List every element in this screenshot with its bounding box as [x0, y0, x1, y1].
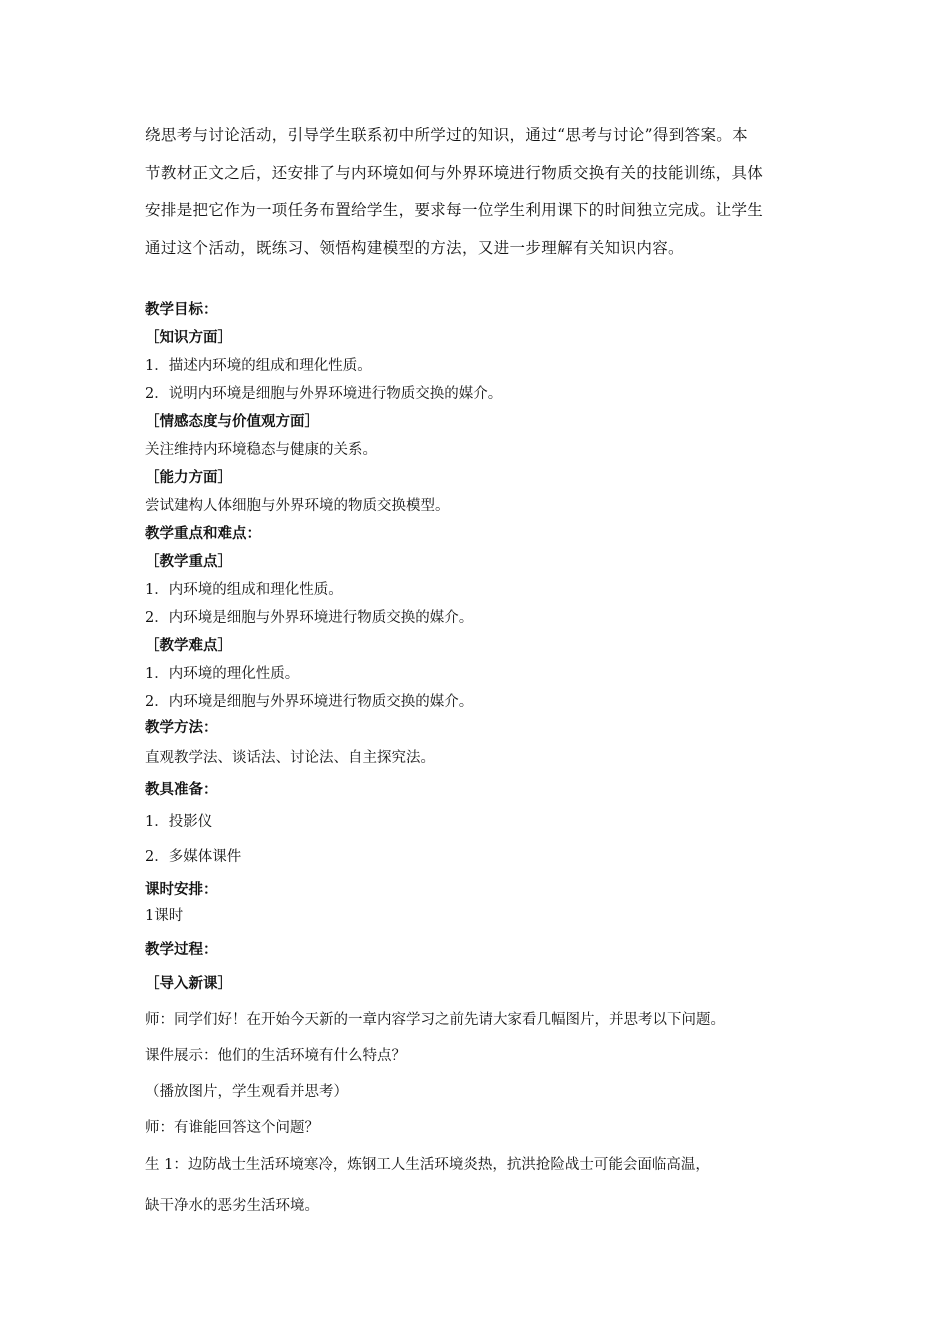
intro-line: 通过这个活动，既练习、领悟构建模型的方法，又进一步理解有关知识内容。: [145, 238, 684, 257]
dialogue-line: 师：同学们好！在开始今天新的一章内容学习之前先请大家看几幅图片，并思考以下问题。: [145, 1012, 725, 1028]
difficulty-title: ［教学难点］: [145, 637, 232, 654]
tools-item: 2．多媒体课件: [145, 849, 242, 865]
intro-paragraph: [145, 117, 810, 267]
knowledge-title: ［知识方面］: [145, 329, 232, 346]
schedule-heading: 课时安排：: [145, 881, 218, 898]
method-text: 直观教学法、谈话法、讨论法、自主探究法。: [145, 750, 435, 766]
focus-item: 2．内环境是细胞与外界环境进行物质交换的媒介。: [145, 610, 474, 626]
difficulty-item: 2．内环境是细胞与外界环境进行物质交换的媒介。: [145, 694, 474, 710]
knowledge-item: 1．描述内环境的组成和理化性质。: [145, 358, 372, 374]
dialogue-line: （播放图片，学生观看并思考）: [145, 1084, 348, 1100]
difficulty-item: 1．内环境的理化性质。: [145, 666, 300, 682]
process-heading: 教学过程：: [145, 941, 218, 958]
schedule-text: 1课时: [145, 908, 184, 924]
method-heading: 教学方法：: [145, 719, 218, 736]
focus-title: ［教学重点］: [145, 553, 232, 570]
emotion-item: 关注维持内环境稳态与健康的关系。: [145, 442, 377, 458]
goals-section: [145, 296, 810, 520]
intro-line: 绕思考与讨论活动，引导学生联系初中所学过的知识，通过“思考与讨论”得到答案。本: [145, 126, 749, 144]
dialogue-line: 师：有谁能回答这个问题？: [145, 1120, 319, 1136]
goals-heading: 教学目标：: [145, 301, 218, 318]
dialogue-line: 缺干净水的恶劣生活环境。: [145, 1198, 319, 1214]
keypoints-heading: 教学重点和难点：: [145, 525, 261, 542]
emotion-title: ［情感态度与价值观方面］: [145, 413, 319, 430]
ability-title: ［能力方面］: [145, 469, 232, 486]
knowledge-item: 2．说明内环境是细胞与外界环境进行物质交换的媒介。: [145, 386, 503, 402]
dialogue-line: 课件展示：他们的生活环境有什么特点？: [145, 1048, 406, 1064]
dialogue-line: 生 1：边防战士生活环境寒冷，炼钢工人生活环境炎热，抗洪抢险战士可能会面临高温，: [145, 1157, 710, 1173]
intro-line: 安排是把它作为一项任务布置给学生，要求每一位学生利用课下的时间独立完成。让学生: [145, 201, 764, 219]
intro-line: 节教材正文之后，还安排了与内环境如何与外界环境进行物质交换有关的技能训练，具体: [145, 163, 764, 182]
ability-item: 尝试建构人体细胞与外界环境的物质交换模型。: [145, 498, 450, 514]
tools-item: 1．投影仪: [145, 814, 213, 830]
focus-item: 1．内环境的组成和理化性质。: [145, 582, 343, 598]
keypoints-section: [145, 520, 810, 716]
tools-heading: 教具准备：: [145, 781, 218, 798]
intro-lesson-title: ［导入新课］: [145, 975, 232, 992]
